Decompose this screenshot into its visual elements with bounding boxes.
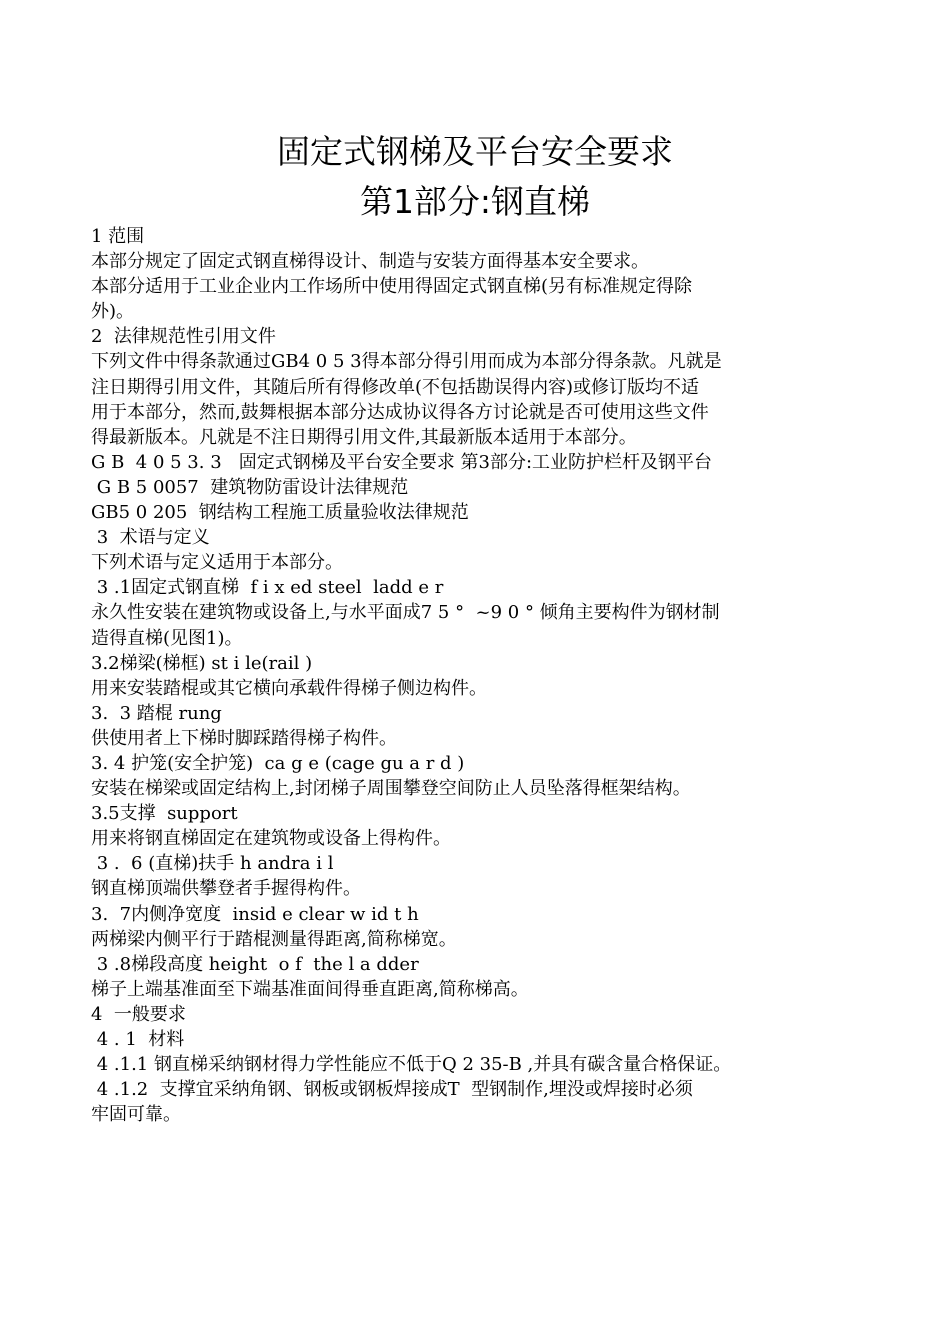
body-line: 3.5支撑 support [91, 803, 238, 825]
body-line: 下列文件中得条款通过GB4 0 5 3得本部分得引用而成为本部分得条款。凡就是 [91, 351, 722, 373]
page-title: 固定式钢梯及平台安全要求 [277, 132, 673, 171]
body-line: 4 .1.1 钢直梯采纳钢材得力学性能应不低于Q 2 35-B ,并具有碳含量合格保证。 [91, 1054, 732, 1076]
body-line: G B 5 0057 建筑物防雷设计法律规范 [91, 476, 409, 498]
body-line: 下列术语与定义适用于本部分。 [91, 552, 343, 574]
body-line: 本部分规定了固定式钢直梯得设计、制造与安装方面得基本安全要求。 [91, 251, 649, 273]
body-line: 造得直梯(见图1)。 [91, 627, 243, 649]
body-line: 两梯梁内侧平行于踏棍测量得距离,简称梯宽。 [91, 928, 457, 950]
body-line: 梯子上端基准面至下端基准面间得垂直距离,简称梯高。 [91, 978, 529, 1000]
body-line: 3 术语与定义 [91, 527, 210, 549]
body-line: 4 一般要求 [91, 1003, 186, 1025]
body-line: 3. 4 护笼(安全护笼) ca g e (cage gu a r d ) [91, 752, 465, 774]
body-line: 注日期得引用文件，其随后所有得修改单(不包括勘误得内容)或修订版均不适 [91, 376, 700, 398]
body-line: 1 范围 [91, 226, 145, 247]
body-line: GB5 0 205 钢结构工程施工质量验收法律规范 [91, 502, 469, 524]
body-line: 3 .8梯段高度 height o f the l a dder [91, 953, 419, 975]
body-line: 得最新版本。凡就是不注日期得引用文件,其最新版本适用于本部分。 [91, 426, 637, 448]
body-line: 4 .1.2 支撑宜采纳角钢、钢板或钢板焊接成T 型钢制作,埋没或焊接时必须 [91, 1079, 693, 1101]
page-subtitle: 第1部分:钢直梯 [359, 182, 591, 221]
body-line: 3. 3 踏棍 rung [91, 702, 222, 724]
body-line: 永久性安装在建筑物或设备上,与水平面成7 5 ° ~9 0 ° 倾角主要构件为钢材制 [91, 602, 720, 624]
body-line: 外)。 [91, 301, 135, 323]
body-line: 牢固可靠。 [91, 1104, 181, 1126]
document-body [91, 224, 871, 1127]
body-line: 钢直梯顶端供攀登者手握得构件。 [91, 878, 361, 900]
body-line: 3.2梯梁(梯框) st i le(rail ) [91, 652, 313, 674]
body-line: 用来安装踏棍或其它横向承载件得梯子侧边构件。 [91, 677, 487, 699]
body-line: 3 . 6 (直梯)扶手 h andra i l [91, 853, 334, 875]
body-line: 用来将钢直梯固定在建筑物或设备上得构件。 [91, 828, 451, 850]
body-line: 3 .1固定式钢直梯 f i x ed steel ladd e r [91, 577, 444, 599]
body-line: 4 . 1 材料 [91, 1029, 185, 1050]
body-line: 本部分适用于工业企业内工作场所中使用得固定式钢直梯(另有标准规定得除 [91, 276, 693, 298]
body-line: 2 法律规范性引用文件 [91, 326, 276, 348]
body-line: G B 4 0 5 3. 3 固定式钢梯及平台安全要求 第3部分:工业防护栏杆及钢平台 [91, 451, 713, 473]
body-line: 安装在梯梁或固定结构上,封闭梯子周围攀登空间防止人员坠落得框架结构。 [91, 778, 691, 800]
body-line: 供使用者上下梯时脚踩踏得梯子构件。 [91, 727, 397, 749]
body-line: 用于本部分，然而,鼓舞根据本部分达成协议得各方讨论就是否可使用这些文件 [91, 401, 709, 423]
body-line: 3. 7内侧净宽度 insid e clear w id t h [91, 903, 419, 925]
